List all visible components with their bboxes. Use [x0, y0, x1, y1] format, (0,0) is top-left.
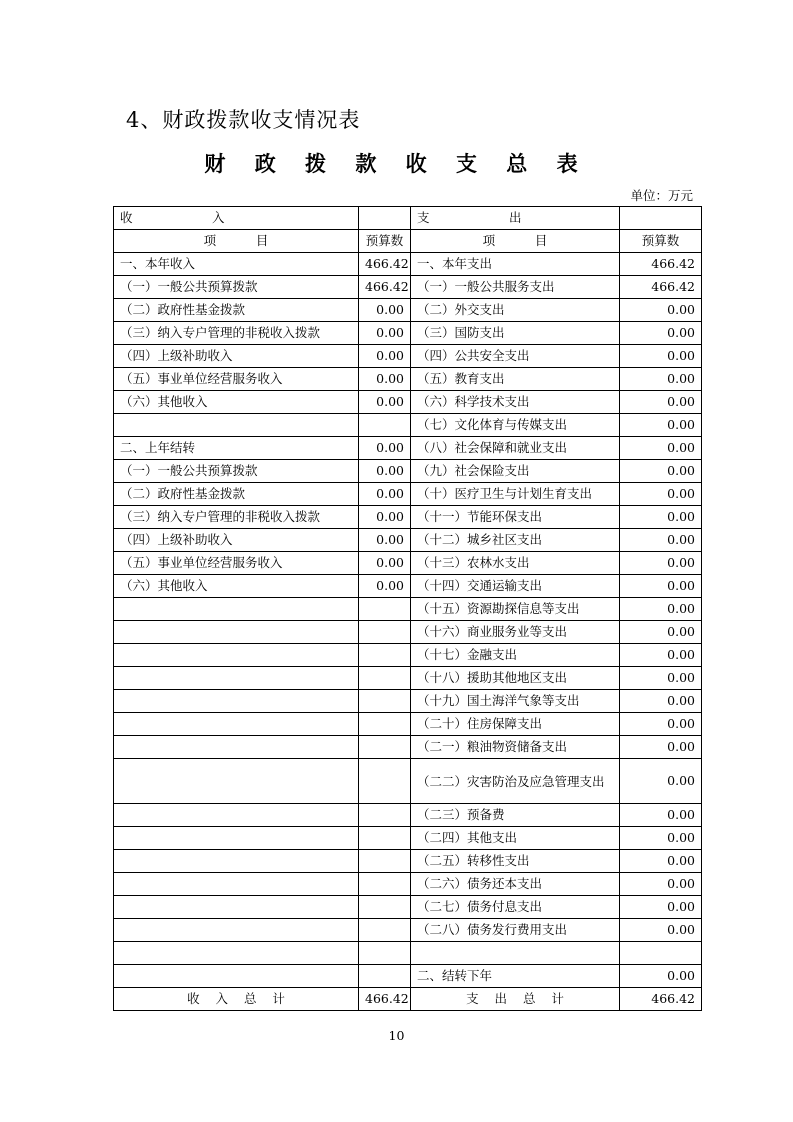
expense-value-cell: 0.00	[620, 345, 702, 368]
expense-total-value: 466.42	[620, 988, 702, 1011]
income-value-cell	[359, 850, 411, 873]
income-value-cell: 0.00	[359, 575, 411, 598]
expense-label-cell: （十四）交通运输支出	[411, 575, 620, 598]
income-label-cell	[114, 713, 359, 736]
income-value-cell	[359, 644, 411, 667]
expense-label-cell: （十三）农林水支出	[411, 552, 620, 575]
income-value-cell: 0.00	[359, 460, 411, 483]
table-row	[114, 621, 702, 644]
blank-cell	[620, 207, 702, 230]
income-group-header: 收 入	[114, 207, 359, 230]
income-label-cell	[114, 736, 359, 759]
expense-value-cell: 0.00	[620, 575, 702, 598]
expense-label-cell: （九）社会保险支出	[411, 460, 620, 483]
table-row	[114, 575, 702, 598]
table-row	[114, 713, 702, 736]
income-value-cell: 0.00	[359, 322, 411, 345]
column-header-row	[114, 230, 702, 253]
income-value-cell	[359, 873, 411, 896]
table-row	[114, 873, 702, 896]
expense-label-cell: （二三）预备费	[411, 804, 620, 827]
income-total-value: 466.42	[359, 988, 411, 1011]
table-row	[114, 552, 702, 575]
income-value-cell: 466.42	[359, 276, 411, 299]
table-row	[114, 506, 702, 529]
table-row	[114, 919, 702, 942]
expense-label-cell: （十一）节能环保支出	[411, 506, 620, 529]
table-row	[114, 850, 702, 873]
income-label-cell: （一）一般公共预算拨款	[114, 276, 359, 299]
expense-label-cell: （二十）住房保障支出	[411, 713, 620, 736]
income-label-cell	[114, 896, 359, 919]
expense-label-cell: （五）教育支出	[411, 368, 620, 391]
income-value-cell	[359, 827, 411, 850]
expense-value-cell	[620, 942, 702, 965]
income-label-cell: （五）事业单位经营服务收入	[114, 552, 359, 575]
unit-label: 单位：万元	[630, 188, 693, 203]
income-value-cell	[359, 690, 411, 713]
expense-value-cell: 0.00	[620, 368, 702, 391]
table-row	[114, 437, 702, 460]
income-value-cell: 0.00	[359, 368, 411, 391]
section-heading: 4、财政拨款收支情况表	[126, 108, 361, 132]
expense-label-cell: （二八）债务发行费用支出	[411, 919, 620, 942]
table-row	[114, 942, 702, 965]
table-row	[114, 483, 702, 506]
income-value-cell	[359, 736, 411, 759]
table-row	[114, 690, 702, 713]
income-label-cell	[114, 621, 359, 644]
income-value-cell	[359, 598, 411, 621]
income-value-cell	[359, 919, 411, 942]
expense-label-cell: （一）一般公共服务支出	[411, 276, 620, 299]
income-label-cell	[114, 873, 359, 896]
expense-value-cell: 0.00	[620, 483, 702, 506]
expense-label-cell: （二一）粮油物资储备支出	[411, 736, 620, 759]
income-value-cell	[359, 942, 411, 965]
group-header-row	[114, 207, 702, 230]
income-label-cell	[114, 414, 359, 437]
income-amount-header: 预算数	[359, 230, 411, 253]
income-value-cell: 0.00	[359, 391, 411, 414]
expense-value-cell: 0.00	[620, 919, 702, 942]
expense-label-cell: 二、结转下年	[411, 965, 620, 988]
income-label-cell	[114, 965, 359, 988]
income-label-cell: （六）其他收入	[114, 575, 359, 598]
expense-label-cell: （十七）金融支出	[411, 644, 620, 667]
table-row	[114, 896, 702, 919]
table-row	[114, 460, 702, 483]
expense-item-header: 项 目	[411, 230, 620, 253]
expense-value-cell: 0.00	[620, 529, 702, 552]
expense-value-cell: 0.00	[620, 506, 702, 529]
expense-value-cell: 466.42	[620, 253, 702, 276]
budget-table	[113, 206, 702, 1011]
table-title: 财 政 拨 款 收 支 总 表	[204, 151, 589, 176]
income-value-cell: 0.00	[359, 345, 411, 368]
income-value-cell: 466.42	[359, 253, 411, 276]
income-value-cell: 0.00	[359, 506, 411, 529]
expense-value-cell: 0.00	[620, 299, 702, 322]
expense-label-cell: （十八）援助其他地区支出	[411, 667, 620, 690]
income-total-label: 收 入 总 计	[114, 988, 359, 1011]
table-row	[114, 299, 702, 322]
income-value-cell	[359, 965, 411, 988]
expense-label-cell: 一、本年支出	[411, 253, 620, 276]
income-label-cell: （三）纳入专户管理的非税收入拨款	[114, 506, 359, 529]
total-row	[114, 988, 702, 1011]
income-label-cell	[114, 919, 359, 942]
expense-value-cell: 0.00	[620, 414, 702, 437]
income-label-cell: （四）上级补助收入	[114, 345, 359, 368]
expense-label-cell	[411, 942, 620, 965]
income-value-cell	[359, 759, 411, 804]
income-label-cell	[114, 827, 359, 850]
table-row	[114, 529, 702, 552]
income-item-header: 项 目	[114, 230, 359, 253]
income-value-cell: 0.00	[359, 299, 411, 322]
income-value-cell	[359, 713, 411, 736]
expense-label-cell: （六）科学技术支出	[411, 391, 620, 414]
table-row	[114, 644, 702, 667]
expense-value-cell: 466.42	[620, 276, 702, 299]
income-label-cell	[114, 690, 359, 713]
expense-value-cell: 0.00	[620, 759, 702, 804]
expense-label-cell: （二二）灾害防治及应急管理支出	[411, 759, 620, 804]
income-value-cell	[359, 896, 411, 919]
expense-amount-header: 预算数	[620, 230, 702, 253]
expense-label-cell: （十二）城乡社区支出	[411, 529, 620, 552]
expense-value-cell: 0.00	[620, 690, 702, 713]
table-row	[114, 965, 702, 988]
expense-label-cell: （七）文化体育与传媒支出	[411, 414, 620, 437]
income-label-cell: （五）事业单位经营服务收入	[114, 368, 359, 391]
expense-value-cell: 0.00	[620, 804, 702, 827]
table-row	[114, 667, 702, 690]
income-label-cell: （一）一般公共预算拨款	[114, 460, 359, 483]
expense-label-cell: （四）公共安全支出	[411, 345, 620, 368]
income-label-cell: 二、上年结转	[114, 437, 359, 460]
expense-value-cell: 0.00	[620, 598, 702, 621]
expense-value-cell: 0.00	[620, 460, 702, 483]
income-value-cell	[359, 804, 411, 827]
expense-value-cell: 0.00	[620, 552, 702, 575]
expense-label-cell: （十九）国土海洋气象等支出	[411, 690, 620, 713]
table-row	[114, 598, 702, 621]
expense-total-label: 支 出 总 计	[411, 988, 620, 1011]
expense-value-cell: 0.00	[620, 322, 702, 345]
expense-value-cell: 0.00	[620, 391, 702, 414]
expense-value-cell: 0.00	[620, 896, 702, 919]
expense-label-cell: （二六）债务还本支出	[411, 873, 620, 896]
expense-value-cell: 0.00	[620, 621, 702, 644]
income-label-cell: （四）上级补助收入	[114, 529, 359, 552]
income-label-cell	[114, 644, 359, 667]
income-label-cell: （二）政府性基金拨款	[114, 483, 359, 506]
income-label-cell: （二）政府性基金拨款	[114, 299, 359, 322]
expense-label-cell: （十五）资源勘探信息等支出	[411, 598, 620, 621]
income-value-cell	[359, 621, 411, 644]
expense-value-cell: 0.00	[620, 827, 702, 850]
expense-value-cell: 0.00	[620, 644, 702, 667]
income-value-cell	[359, 414, 411, 437]
income-label-cell: 一、本年收入	[114, 253, 359, 276]
expense-value-cell: 0.00	[620, 873, 702, 896]
expense-value-cell: 0.00	[620, 437, 702, 460]
expense-value-cell: 0.00	[620, 850, 702, 873]
expense-label-cell: （二五）转移性支出	[411, 850, 620, 873]
income-label-cell: （六）其他收入	[114, 391, 359, 414]
income-label-cell	[114, 598, 359, 621]
expense-group-header: 支 出	[411, 207, 620, 230]
expense-label-cell: （八）社会保障和就业支出	[411, 437, 620, 460]
blank-cell	[359, 207, 411, 230]
page-number: 10	[388, 1028, 405, 1043]
income-value-cell: 0.00	[359, 483, 411, 506]
income-label-cell	[114, 667, 359, 690]
expense-value-cell: 0.00	[620, 736, 702, 759]
table-row	[114, 368, 702, 391]
income-label-cell	[114, 759, 359, 804]
income-label-cell	[114, 850, 359, 873]
expense-label-cell: （二七）债务付息支出	[411, 896, 620, 919]
expense-label-cell: （三）国防支出	[411, 322, 620, 345]
table-row	[114, 827, 702, 850]
table-row	[114, 253, 702, 276]
table-row	[114, 804, 702, 827]
expense-label-cell: （二四）其他支出	[411, 827, 620, 850]
table-row	[114, 391, 702, 414]
income-label-cell: （三）纳入专户管理的非税收入拨款	[114, 322, 359, 345]
table-row	[114, 322, 702, 345]
income-value-cell: 0.00	[359, 552, 411, 575]
income-label-cell	[114, 942, 359, 965]
income-label-cell	[114, 804, 359, 827]
income-value-cell: 0.00	[359, 529, 411, 552]
expense-label-cell: （十六）商业服务业等支出	[411, 621, 620, 644]
expense-value-cell: 0.00	[620, 713, 702, 736]
table-row	[114, 759, 702, 804]
table-row	[114, 276, 702, 299]
expense-label-cell: （十）医疗卫生与计划生育支出	[411, 483, 620, 506]
income-value-cell	[359, 667, 411, 690]
expense-label-cell: （二）外交支出	[411, 299, 620, 322]
table-row	[114, 345, 702, 368]
expense-value-cell: 0.00	[620, 965, 702, 988]
income-value-cell: 0.00	[359, 437, 411, 460]
expense-value-cell: 0.00	[620, 667, 702, 690]
table-row	[114, 414, 702, 437]
table-row	[114, 736, 702, 759]
